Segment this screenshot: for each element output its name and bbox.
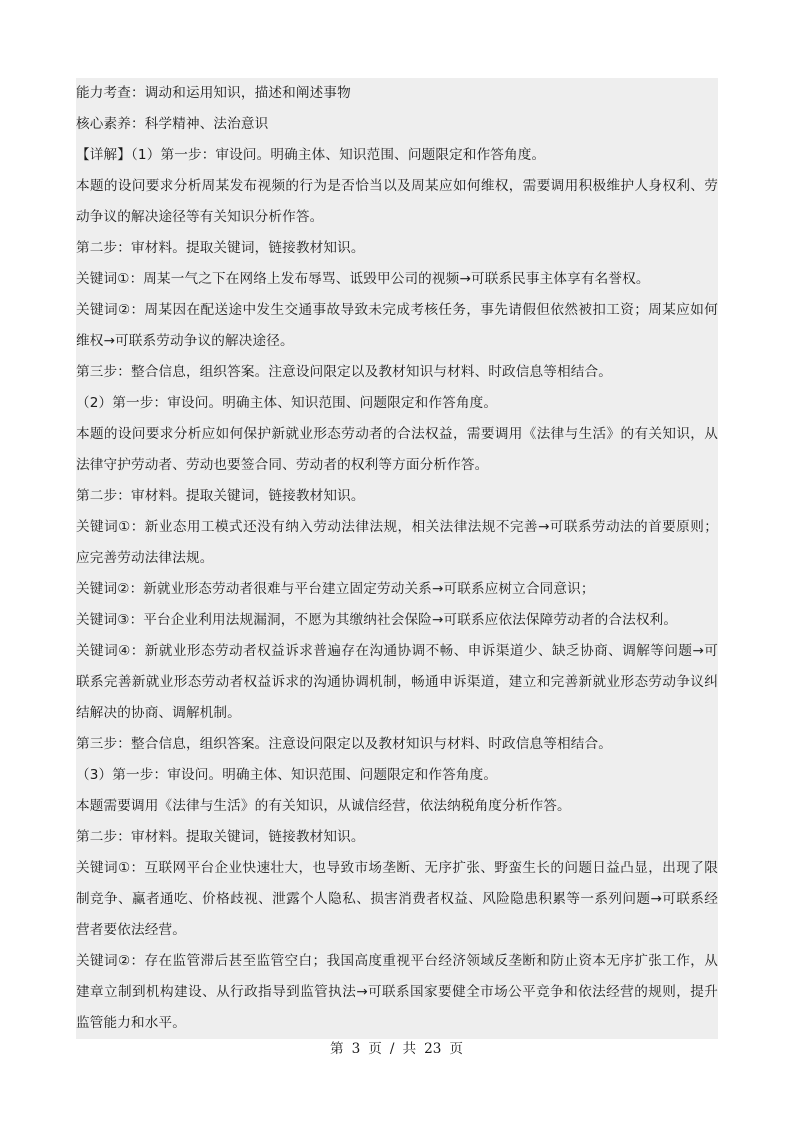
paragraph: 本题的设问要求分析应如何保护新就业形态劳动者的合法权益，需要调用《法律与生活》的有关知识，从法律守护劳动者、劳动也要签合同、劳动者的权利等方面分析作答。 — [76, 426, 718, 473]
footer-separator: / — [389, 1041, 395, 1057]
step-line: 第二步：审材料。提取关键词，链接教材知识。 — [76, 488, 365, 504]
step-line: 第二步：审材料。提取关键词，链接教材知识。 — [76, 240, 365, 256]
step-line: 第三步：整合信息，组织答案。注意设问限定以及教材知识与材料、时政信息等相结合。 — [76, 736, 613, 752]
literacy-line: 核心素养：科学精神、法治意识 — [76, 116, 269, 132]
keyword-line: 关键词①：周某一气之下在网络上发布辱骂、诋毁甲公司的视频→可联系民事主体享有名誉权。 — [76, 271, 650, 287]
footer-current-page: 3 — [351, 1041, 361, 1057]
section-heading: （2）第一步：审设问。明确主体、知识范围、问题限定和作答角度。 — [76, 395, 498, 411]
paragraph: 本题的设问要求分析周某发布视频的行为是否恰当以及周某应如何维权，需要调用积极维护人身权利、劳动争议的解决途径等有关知识分析作答。 — [76, 178, 718, 225]
footer-page-word: 页 — [368, 1041, 382, 1057]
step-line: 第三步：整合信息，组织答案。注意设问限定以及教材知识与材料、时政信息等相结合。 — [76, 364, 613, 380]
footer-prefix: 第 — [330, 1041, 344, 1057]
keyword-line: 关键词④：新就业形态劳动者权益诉求普遍存在沟通协调不畅、申诉渠道少、缺乏协商、调解等问题→可联系完善新就业形态劳动者权益诉求的沟通协调机制，畅通申诉渠道，建立和完善新就业形态劳动争议纠结解决的协商、调解机制。 — [76, 643, 718, 721]
document-body — [76, 78, 718, 1039]
ability-line: 能力考查：调动和运用知识，描述和阐述事物 — [76, 85, 351, 101]
footer-total-pages: 23 — [424, 1041, 442, 1057]
keyword-line: 关键词②：存在监管滞后甚至监管空白；我国高度重视平台经济领域反垄断和防止资本无序扩张工作，从建章立制到机构建设、从行政指导到监管执法→可联系国家要健全市场公平竞争和依法经营的规则，提升监管能力和水平。 — [76, 953, 718, 1031]
footer-total-word: 页 — [449, 1041, 463, 1057]
footer-total-prefix: 共 — [402, 1041, 417, 1057]
page-footer — [0, 1039, 793, 1059]
keyword-line: 关键词②：周某因在配送途中发生交通事故导致未完成考核任务，事先请假但依然被扣工资；周某应如何维权→可联系劳动争议的解决途径。 — [76, 302, 718, 349]
detail-heading: 【详解】（1）第一步：审设问。明确主体、知识范围、问题限定和作答角度。 — [76, 147, 546, 163]
keyword-line: 关键词②：新就业形态劳动者很难与平台建立固定劳动关系→可联系应树立合同意识； — [76, 581, 595, 597]
section-heading: （3）第一步：审设问。明确主体、知识范围、问题限定和作答角度。 — [76, 767, 498, 783]
keyword-line: 关键词①：互联网平台企业快速壮大，也导致市场垄断、无序扩张、野蛮生长的问题日益凸显，出现了限制竞争、赢者通吃、价格歧视、泄露个人隐私、损害消费者权益、风险隐患积累等一系列问题→可联系经营者要依法经营。 — [76, 860, 718, 938]
step-line: 第二步：审材料。提取关键词，链接教材知识。 — [76, 829, 365, 845]
paragraph: 本题需要调用《法律与生活》的有关知识，从诚信经营，依法纳税角度分析作答。 — [76, 798, 571, 814]
keyword-line: 关键词③：平台企业利用法规漏洞，不愿为其缴纳社会保险→可联系应依法保障劳动者的合法权利。 — [76, 612, 678, 628]
keyword-line: 关键词①：新业态用工模式还没有纳入劳动法律法规，相关法律法规不完善→可联系劳动法的首要原则；应完善劳动法律法规。 — [76, 519, 718, 566]
